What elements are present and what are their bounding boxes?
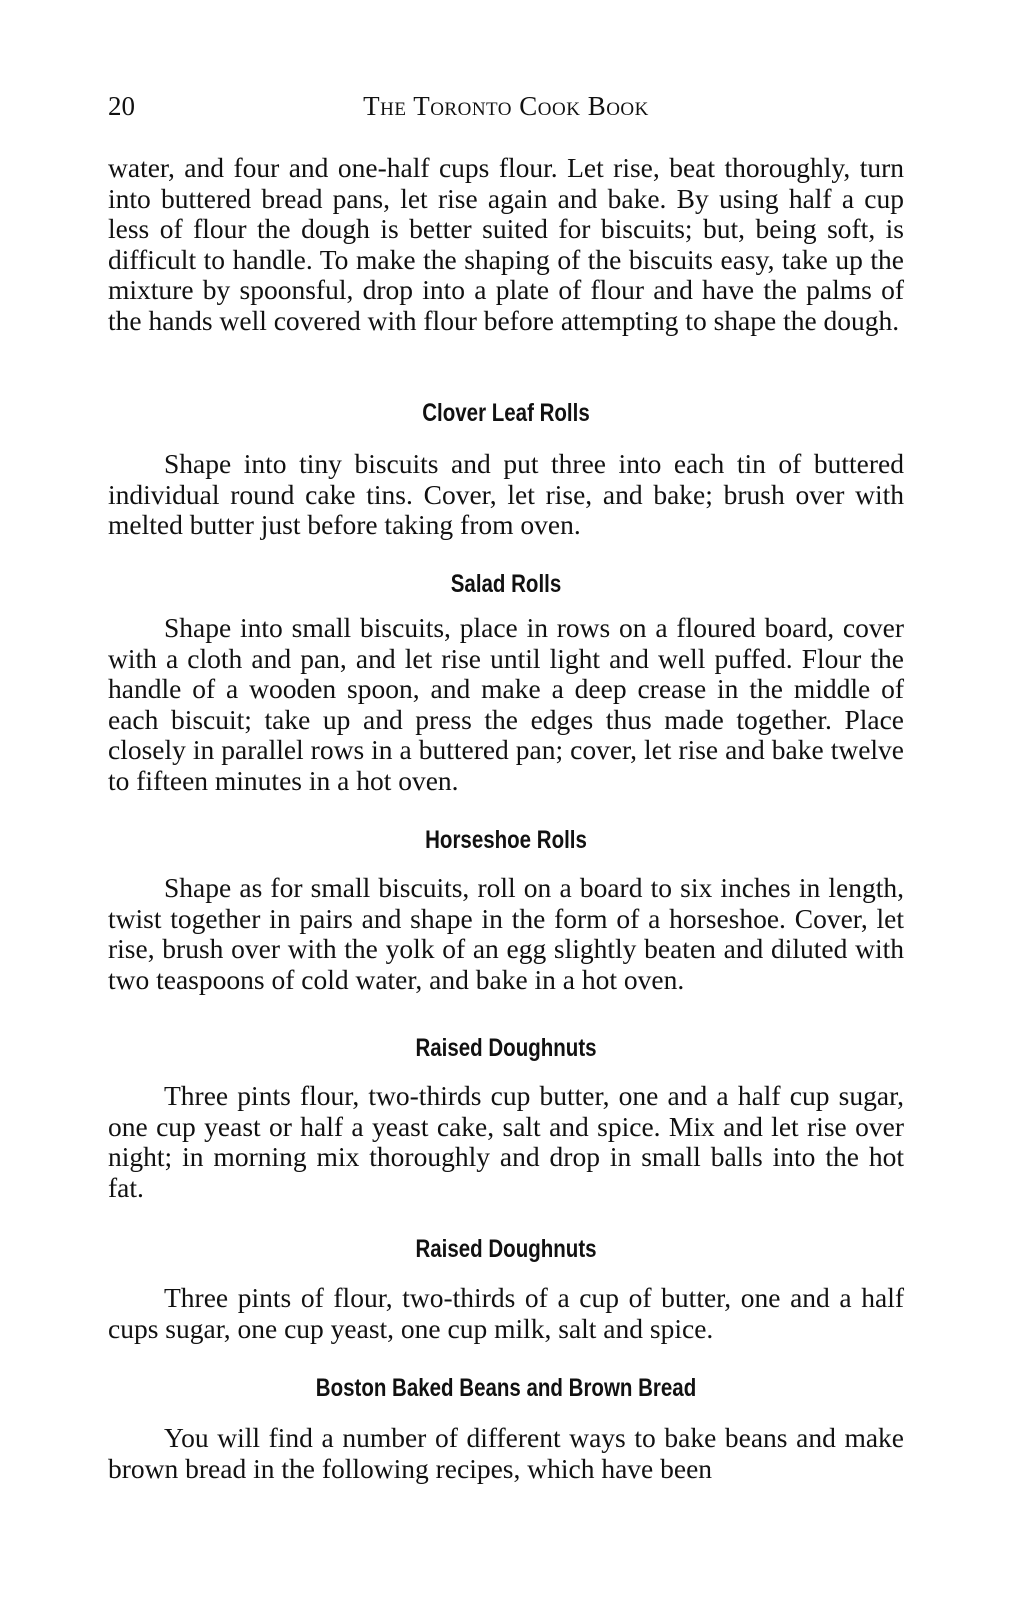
- recipe-body-raised-doughnuts-1: Three pints flour, two-thirds cup butter, one and a half cup sugar, one cup yeast or half a yeast cake, salt and spice. Mix and let rise over night; in morning mix thoroughly and drop in small balls into the hot fat.: [108, 1080, 904, 1203]
- recipe-body-raised-doughnuts-2: Three pints of flour, two-thirds of a cup of butter, one and a half cups sugar, one cup yeast, one cup milk, salt and spice.: [108, 1282, 904, 1344]
- recipe-title-raised-doughnuts-1: Raised Doughnuts: [415, 1034, 597, 1062]
- recipe-title-raised-doughnuts-2: Raised Doughnuts: [415, 1235, 597, 1263]
- recipe-title-clover-leaf-rolls: Clover Leaf Rolls: [422, 399, 590, 427]
- continuation-paragraph: water, and four and one-half cups flour. Let rise, beat thoroughly, turn into buttered bread pans, let rise again and bake. By using half a cup less of flour the dough is better suited for biscuits; but, being soft, is difficult to handle. To make the shaping of the biscuits easy, take up the mixture by spoonsful, drop into a plate of flour and have the palms of the hands well covered with flour before attempting to shape the dough.: [108, 152, 904, 336]
- book-title: The Toronto Cook Book: [363, 91, 649, 121]
- continuation-paragraph-block: [108, 153, 904, 336]
- recipe-body-clover-leaf-rolls: Shape into tiny biscuits and put three into each tin of buttered individual round cake tins. Cover, let rise, and bake; brush over with melted butter just before taking from oven.: [108, 448, 904, 540]
- recipe-body-block: [108, 1423, 904, 1484]
- recipe-body-block: [108, 873, 904, 995]
- recipe-title-boston-baked-beans: Boston Baked Beans and Brown Bread: [315, 1374, 697, 1402]
- recipe-body-block: [108, 1081, 904, 1203]
- recipe-body-block: [108, 1283, 904, 1344]
- recipe-body-salad-rolls: Shape into small biscuits, place in rows on a floured board, cover with a cloth and pan, and let rise until light and well puffed. Flour the handle of a wooden spoon, and make a deep crease in the middle of each biscuit; take up and press the edges thus made together. Place closely in parallel rows in a buttered pan; cover, let rise and bake twelve to fifteen minutes in a hot oven.: [108, 612, 904, 796]
- page-number: 20: [108, 91, 135, 121]
- recipe-body-boston-baked-beans: You will find a number of different ways to bake beans and make brown bread in the following recipes, which have been: [108, 1422, 904, 1484]
- recipe-title-salad-rolls: Salad Rolls: [450, 570, 562, 598]
- recipe-body-horseshoe-rolls: Shape as for small biscuits, roll on a board to six inches in length, twist together in pairs and shape in the form of a horseshoe. Cover, let rise, brush over with the yolk of an egg slightly beaten and diluted with two teaspoons of cold water, and bake in a hot oven.: [108, 872, 904, 995]
- running-head: [108, 86, 904, 126]
- recipe-title-horseshoe-rolls: Horseshoe Rolls: [425, 826, 587, 854]
- recipe-body-block: [108, 613, 904, 796]
- recipe-body-block: [108, 449, 904, 541]
